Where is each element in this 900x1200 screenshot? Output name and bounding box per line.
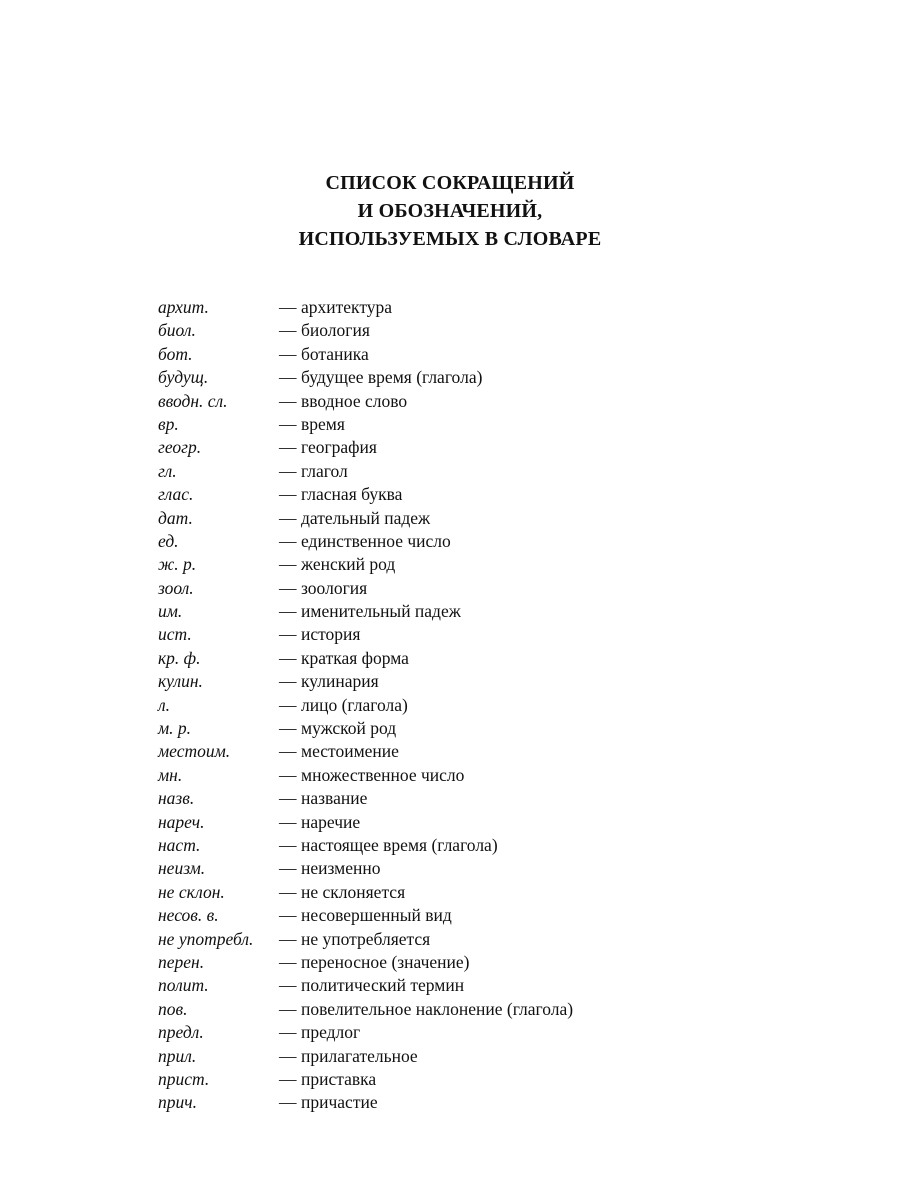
abbreviation: перен. — [158, 951, 205, 972]
abbreviation: вр. — [158, 413, 179, 434]
abbreviation: не склон. — [158, 881, 225, 902]
abbreviation-meaning: не употребляется — [301, 928, 431, 949]
abbreviation: несов. в. — [158, 905, 219, 926]
list-item — [158, 717, 758, 740]
list-item — [158, 460, 758, 483]
em-dash: — — [279, 905, 297, 926]
em-dash: — — [279, 694, 297, 715]
em-dash: — — [279, 343, 297, 364]
abbreviation-meaning: лицо (глагола) — [301, 694, 408, 715]
abbreviation: назв. — [158, 788, 195, 809]
abbreviation: им. — [158, 601, 183, 622]
abbreviation-meaning: ботаника — [301, 343, 369, 364]
abbreviation-meaning: вводное слово — [301, 390, 408, 411]
abbreviation: л. — [158, 694, 171, 715]
abbreviation: кр. ф. — [158, 647, 201, 668]
em-dash: — — [279, 484, 297, 505]
list-item — [158, 647, 758, 670]
em-dash: — — [279, 1022, 297, 1043]
list-item — [158, 764, 758, 787]
list-item — [158, 857, 758, 880]
abbreviation-meaning: история — [301, 624, 361, 645]
list-item — [158, 951, 758, 974]
list-item — [158, 904, 758, 927]
abbreviation: ед. — [158, 530, 179, 551]
abbreviation-meaning: мужской род — [301, 718, 397, 739]
list-item — [158, 694, 758, 717]
abbreviation: зоол. — [158, 577, 194, 598]
abbreviation: наст. — [158, 834, 201, 855]
em-dash: — — [279, 530, 297, 551]
abbreviation-meaning: глагол — [301, 460, 348, 481]
em-dash: — — [279, 788, 297, 809]
title-line: СПИСОК СОКРАЩЕНИЙ — [325, 172, 575, 194]
list-item — [158, 1021, 758, 1044]
abbreviation: прич. — [158, 1092, 197, 1113]
list-item — [158, 553, 758, 576]
em-dash: — — [279, 413, 297, 434]
list-item — [158, 881, 758, 904]
em-dash: — — [279, 1045, 297, 1066]
abbreviation-meaning: повелительное наклонение (глагола) — [301, 998, 574, 1019]
list-item — [158, 530, 758, 553]
em-dash: — — [279, 390, 297, 411]
list-item — [158, 834, 758, 857]
abbreviation-meaning: зоология — [301, 577, 368, 598]
em-dash: — — [279, 1092, 297, 1113]
abbreviation: прист. — [158, 1068, 210, 1089]
em-dash: — — [279, 647, 297, 668]
list-item — [158, 343, 758, 366]
abbreviation-meaning: единственное число — [301, 530, 451, 551]
abbreviation: не употребл. — [158, 928, 254, 949]
abbreviation: гл. — [158, 460, 177, 481]
title-line: И ОБОЗНАЧЕНИЙ, — [357, 200, 543, 222]
abbreviation-meaning: местоимение — [301, 741, 399, 762]
abbreviation-meaning: краткая форма — [301, 647, 409, 668]
list-item — [158, 390, 758, 413]
abbreviation-list — [158, 296, 758, 1115]
abbreviation: ж. р. — [158, 554, 197, 575]
em-dash: — — [279, 297, 297, 317]
abbreviation-meaning: время — [301, 413, 345, 434]
em-dash: — — [279, 834, 297, 855]
list-item — [158, 974, 758, 997]
list-item — [158, 413, 758, 436]
abbreviation-meaning: настоящее время (глагола) — [301, 834, 498, 855]
list-item — [158, 623, 758, 646]
abbreviation-meaning: не склоняется — [301, 881, 406, 902]
list-item — [158, 1045, 758, 1068]
abbreviation-meaning: гласная буква — [301, 484, 403, 505]
em-dash: — — [279, 671, 297, 692]
list-item — [158, 366, 758, 389]
em-dash: — — [279, 624, 297, 645]
em-dash: — — [279, 951, 297, 972]
em-dash: — — [279, 998, 297, 1019]
list-item — [158, 319, 758, 342]
em-dash: — — [279, 1068, 297, 1089]
abbreviation-meaning: география — [301, 437, 377, 458]
abbreviation-meaning: несовершенный вид — [301, 905, 452, 926]
em-dash: — — [279, 320, 297, 341]
em-dash: — — [279, 811, 297, 832]
abbreviation: геогр. — [158, 437, 202, 458]
em-dash: — — [279, 577, 297, 598]
abbreviation-meaning: кулинария — [301, 671, 379, 692]
abbreviation: биол. — [158, 320, 196, 341]
abbreviation-meaning: политический термин — [301, 975, 465, 996]
abbreviation: пов. — [158, 998, 188, 1019]
list-item — [158, 1068, 758, 1091]
abbreviation-meaning: архитектура — [301, 297, 393, 317]
list-item — [158, 998, 758, 1021]
abbreviation: прил. — [158, 1045, 197, 1066]
abbreviation-meaning: наречие — [301, 811, 361, 832]
abbreviation: глас. — [158, 484, 194, 505]
abbreviation: кулин. — [158, 671, 203, 692]
abbreviation-meaning: название — [301, 788, 368, 809]
list-item — [158, 600, 758, 623]
abbreviation-meaning: неизменно — [301, 858, 381, 879]
abbreviation-meaning: предлог — [301, 1022, 361, 1043]
em-dash: — — [279, 764, 297, 785]
list-item — [158, 483, 758, 506]
abbreviation: полит. — [158, 975, 209, 996]
abbreviation-meaning: причастие — [301, 1092, 378, 1113]
em-dash: — — [279, 554, 297, 575]
abbreviation: предл. — [158, 1022, 204, 1043]
abbreviation-meaning: прилагательное — [301, 1045, 418, 1066]
list-item — [158, 928, 758, 951]
list-item — [158, 787, 758, 810]
abbreviation: неизм. — [158, 858, 206, 879]
em-dash: — — [279, 507, 297, 528]
abbreviation: нареч. — [158, 811, 205, 832]
list-item — [158, 436, 758, 459]
abbreviation: будущ. — [158, 367, 209, 388]
abbreviation-meaning: именительный падеж — [301, 601, 461, 622]
em-dash: — — [279, 601, 297, 622]
list-item — [158, 577, 758, 600]
list-item — [158, 1091, 758, 1114]
em-dash: — — [279, 881, 297, 902]
em-dash: — — [279, 437, 297, 458]
abbreviation-meaning: биология — [301, 320, 370, 341]
abbreviation-meaning: дательный падеж — [301, 507, 431, 528]
abbreviation: бот. — [158, 343, 193, 364]
em-dash: — — [279, 718, 297, 739]
title-line: ИСПОЛЬЗУЕМЫХ В СЛОВАРЕ — [298, 228, 602, 250]
list-item — [158, 811, 758, 834]
abbreviation: вводн. сл. — [158, 390, 228, 411]
em-dash: — — [279, 858, 297, 879]
em-dash: — — [279, 975, 297, 996]
em-dash: — — [279, 460, 297, 481]
abbreviation: м. р. — [158, 718, 192, 739]
abbreviation-meaning: приставка — [301, 1068, 377, 1089]
abbreviation-meaning: будущее время (глагола) — [301, 367, 483, 388]
em-dash: — — [279, 928, 297, 949]
abbreviation: ист. — [158, 624, 192, 645]
abbreviation: мн. — [158, 764, 183, 785]
abbreviation: архит. — [158, 297, 209, 317]
list-item — [158, 670, 758, 693]
abbreviation-meaning: множественное число — [301, 764, 465, 785]
abbreviation: дат. — [158, 507, 193, 528]
abbreviation: местоим. — [158, 741, 231, 762]
list-item — [158, 740, 758, 763]
em-dash: — — [279, 367, 297, 388]
page-title — [0, 169, 900, 253]
abbreviation-meaning: женский род — [301, 554, 396, 575]
em-dash: — — [279, 741, 297, 762]
list-item — [158, 296, 758, 319]
abbreviation-meaning: переносное (значение) — [301, 951, 470, 972]
list-item — [158, 507, 758, 530]
